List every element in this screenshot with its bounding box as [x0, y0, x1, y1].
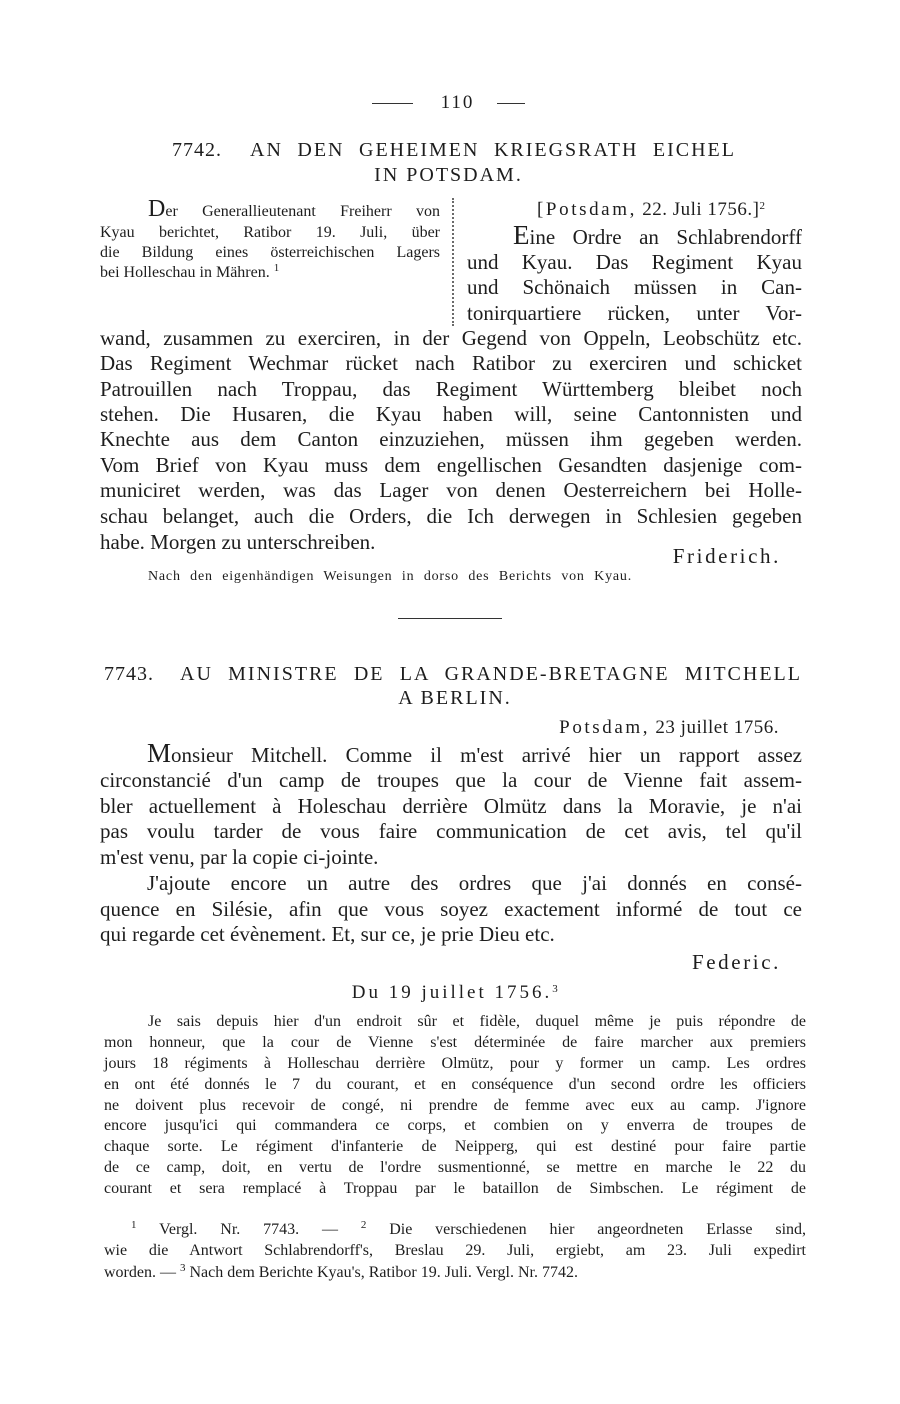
entry-7742-signature: Friderich. [672, 544, 781, 568]
entry-7742-text-line: Knechte aus dem Canton einzuziehen, müssen ihm gegeben werden. [100, 427, 802, 451]
entry-7743-letter-line: qui regarde cet évènement. Et, sur ce, je prie Dieu etc. [100, 922, 555, 946]
entry-7743-letter-line [147, 738, 802, 768]
footnote-marker-2: 2 [360, 1218, 367, 1231]
entry-7742-source-note: Nach den eigenhändigen Weisungen in dorso des Berichts von Kyau. [148, 569, 632, 584]
summary-initial: D [148, 196, 166, 222]
footnote-separator: — [159, 1264, 176, 1281]
footnote-text: Vergl. Nr. 7743. [159, 1221, 300, 1238]
entry-7742-column-line: tonirquartiere rücken, unter Vor- [467, 301, 802, 325]
entry-7742-text-line: habe. Morgen zu unterschreiben. [100, 530, 376, 554]
entry-7743-title-line-2: A BERLIN. [398, 687, 512, 709]
footnote-ref-2: 2 [759, 199, 766, 212]
page-number: 110 [440, 92, 475, 113]
footnote-ref-3: 3 [552, 982, 559, 995]
summary-line-text: bei Holleschau in Mähren. [100, 264, 270, 281]
dateline-place: Potsdam, [559, 717, 651, 738]
footnote-text: worden. [104, 1264, 156, 1281]
entry-7743-letter-line: circonstancié d'un camp de troupes que la cour de Vienne fait assem- [100, 768, 802, 792]
column-line-text: ine Ordre an Schlabrendorff [529, 225, 802, 249]
enclosure-line: en ont été donnés le 7 du courant, et en conséquence d'un second ordre les officiers [104, 1076, 806, 1093]
entry-7742-text-line: Das Regiment Wechmar rücket nach Ratibor zu exerciren und schicket [100, 351, 802, 375]
dateline-place: [Potsdam, [537, 199, 637, 220]
enclosure-line: ne doivent plus recevoir de congé, ni prendre de femme avec eux au camp. J'ignore [104, 1097, 806, 1114]
entry-7742-text-line: Vom Brief von Kyau muss dem engellischen Gesandten dasjenige com- [100, 453, 802, 477]
enclosure-heading [300, 980, 610, 1006]
page-number-rule-right [497, 103, 525, 104]
footnote-marker-1: 1 [131, 1218, 137, 1231]
entry-7743-letter-line: quence en Silésie, afin que vous soyez exactement informé de tout ce [100, 897, 802, 921]
entry-7743-letter-line: bler actuellement à Holeschau derrière Olmütz dans la Moravie, je n'ai [100, 794, 802, 818]
entry-7742-text-line: stehen. Die Husaren, die Kyau haben will, seine Cantonnisten und [100, 402, 802, 426]
entry-7743-dateline [480, 715, 779, 741]
enclosure-line: Je sais depuis hier d'un endroit sûr et fidèle, duquel même je puis répondre de [148, 1013, 806, 1030]
entry-separator [398, 618, 502, 619]
entry-7742-summary-line [100, 263, 440, 283]
dateline-date: 23 juillet 1756. [655, 717, 779, 738]
footnote-text: Die verschiedenen hier angeordneten Erlasse sind, [389, 1221, 807, 1238]
entry-7743-number: 7743. [104, 663, 154, 685]
footnote-line: wie die Antwort Schlabrendorff's, Breslau 29. Juli, ergiebt, am 23. Juli expedirt [104, 1242, 806, 1259]
entry-7742-column-line [513, 220, 802, 250]
enclosure-line: encore jusqu'ici qui commandera ce corps, et combien on y enverra de troupes de [104, 1117, 806, 1134]
entry-7742-summary-line: Kyau berichtet, Ratibor 19. Juli, über [100, 224, 440, 241]
entry-7743-letter-line: pas voulu tarder de vous faire communication de cet avis, tel qu'il [100, 819, 802, 843]
entry-7743-title-line-1: AU MINISTRE DE LA GRANDE-BRETAGNE MITCHELL [180, 663, 802, 685]
entry-7742-text-line: schau belanget, auch die Orders, die Ich derwegen in Schlesien gegeben [100, 504, 802, 528]
enclosure-heading-text: Du 19 juillet 1756. [351, 982, 553, 1003]
entry-7742-title-line-2: IN POTSDAM. [374, 164, 523, 186]
dateline-date: 22. Juli 1756.] [642, 199, 760, 220]
entry-7743-letter-line: m'est venu, par la copie ci-jointe. [100, 845, 379, 869]
enclosure-line: de ce camp, doit, en vertu de l'ordre susmentionné, se mettre en marche le 22 du [104, 1159, 806, 1176]
enclosure-line: jours 18 régiments à Holleschau derrière Olmütz, pour y former un camp. Les ordres [104, 1055, 806, 1072]
entry-7742-text-line: Patrouillen nach Troppau, das Regiment Württemberg bleibet noch [100, 377, 802, 401]
footnote-ref-1: 1 [273, 261, 280, 274]
letter-line-text: onsieur Mitchell. Comme il m'est arrivé hier un rapport assez [171, 743, 802, 767]
footnote-line [131, 1219, 806, 1240]
letter-initial: M [147, 738, 172, 768]
column-divider [452, 198, 454, 326]
entry-7742-text-line: wand, zusammen zu exerciren, in der Gegend von Oppeln, Leobschütz etc. [100, 326, 802, 350]
entry-7743-letter-line: J'ajoute encore un autre des ordres que j'ai donnés en consé- [147, 871, 802, 895]
enclosure-line: courant et sera remplacé à Troppau par le bataillon de Simbschen. Le régiment de [104, 1180, 806, 1197]
entry-7742-column-line: und Kyau. Das Regiment Kyau [467, 250, 802, 274]
entry-7742-title-line-1: AN DEN GEHEIMEN KRIEGSRATH EICHEL [250, 139, 736, 161]
entry-7742-column-line: und Schönaich müssen in Can- [467, 275, 802, 299]
entry-7742-number: 7742. [172, 139, 222, 161]
footnote-marker-3: 3 [179, 1261, 186, 1274]
enclosure-line: mon honneur, que la cour de Vienne s'est déterminée de faire marcher aux premiers [104, 1034, 806, 1051]
footnote-line [104, 1262, 806, 1283]
entry-7742-dateline [537, 197, 765, 223]
entry-7742-summary-line [148, 196, 440, 222]
footnote-text: Nach dem Berichte Kyau's, Ratibor 19. Juli. Vergl. Nr. 7742. [189, 1264, 578, 1281]
entry-7742-summary-line: die Bildung eines österreichischen Lagers [100, 244, 440, 261]
entry-7742-text-line: municiret werden, was das Lager von denen Oesterreichern bei Holle- [100, 478, 802, 502]
footnote-separator: — [322, 1221, 338, 1238]
text-initial: E [513, 220, 530, 250]
entry-7743-signature: Federic. [691, 950, 781, 974]
summary-line-text: er Generallieutenant Freiherr von [165, 203, 440, 220]
enclosure-line: chaque sorte. Le régiment d'infanterie de Neipperg, qui est destiné pour faire partie [104, 1138, 806, 1155]
